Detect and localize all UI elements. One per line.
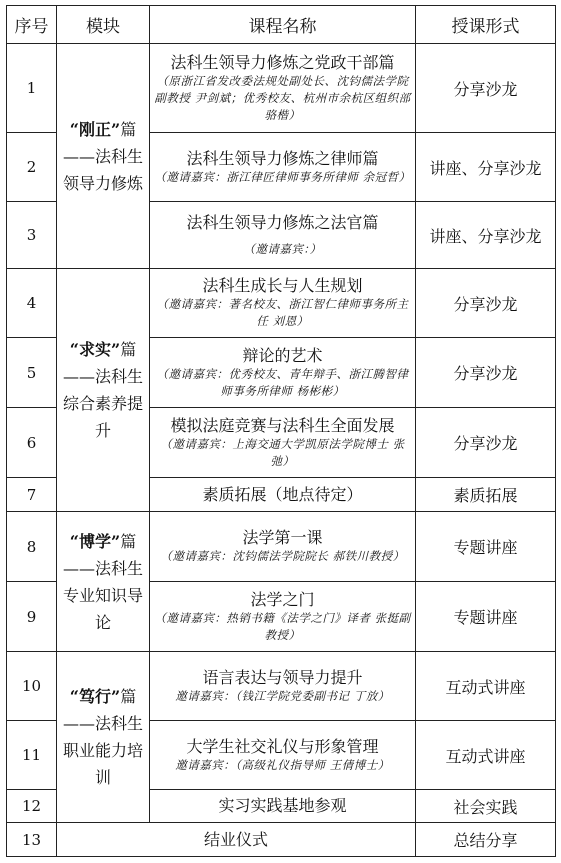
course-cell	[150, 338, 416, 408]
module-desc: ——法科生职业能力培训	[62, 714, 143, 787]
course-format: 互动式讲座	[416, 721, 556, 790]
row-number: 2	[7, 133, 57, 202]
course-guest: 邀请嘉宾：（钱江学院党委副书记 丁放）	[175, 688, 390, 703]
header-row	[7, 6, 556, 44]
table-row	[7, 823, 556, 857]
header-module: 模块	[57, 6, 150, 44]
course-format: 讲座、分享沙龙	[416, 133, 556, 202]
header-format: 授课形式	[416, 6, 556, 44]
course-guest: 邀请嘉宾：（高级礼仪指导师 王倩博士）	[175, 757, 390, 772]
course-title: 模拟法庭竞赛与法科生全面发展	[170, 415, 395, 435]
course-cell	[150, 408, 416, 478]
course-title: 语言表达与领导力提升	[202, 667, 363, 687]
course-cell	[57, 823, 416, 857]
course-cell	[150, 721, 416, 790]
module-cell	[57, 512, 150, 652]
course-cell	[150, 133, 416, 202]
module-title: “刚正”	[69, 119, 121, 139]
course-format: 社会实践	[416, 790, 556, 823]
module-cell	[57, 269, 150, 512]
course-guest: （原浙江省发改委法规处副处长、沈钧儒法学院副教授 尹剑斌；优秀校友、杭州市余杭区组织部 骆楷）	[154, 73, 411, 122]
module-suffix: 篇	[120, 340, 137, 359]
course-format: 专题讲座	[416, 582, 556, 652]
course-format: 分享沙龙	[416, 338, 556, 408]
module-suffix: 篇	[120, 687, 137, 706]
course-format: 分享沙龙	[416, 269, 556, 338]
course-guest: （邀请嘉宾：上海交通大学凯原法学院博士 张弛）	[160, 436, 405, 468]
course-title: 大学生社交礼仪与形象管理	[186, 736, 379, 756]
module-desc: ——法科生领导力修炼	[62, 146, 143, 193]
module-cell	[57, 652, 150, 823]
row-number: 4	[7, 269, 57, 338]
course-title: 法科生领导力修炼之党政干部篇	[170, 52, 395, 72]
course-format: 专题讲座	[416, 512, 556, 582]
module-suffix: 篇	[120, 531, 137, 551]
course-format: 总结分享	[416, 823, 556, 857]
course-guest: （邀请嘉宾：）	[243, 241, 322, 256]
course-title: 实习实践基地参观	[218, 796, 347, 815]
header-number: 序号	[7, 6, 57, 44]
course-cell	[150, 790, 416, 823]
row-number: 3	[7, 202, 57, 269]
module-suffix: 篇	[120, 119, 137, 139]
course-cell	[150, 512, 416, 582]
row-number: 5	[7, 338, 57, 408]
course-title: 法科生领导力修炼之律师篇	[186, 148, 379, 168]
course-guest: （邀请嘉宾：浙江律匠律师事务所律师 余冠哲）	[154, 169, 411, 184]
course-title: 结业仪式	[203, 829, 268, 849]
module-title: “笃行”	[69, 687, 121, 706]
course-title: 法科生领导力修炼之法官篇	[186, 212, 379, 232]
table-row	[7, 652, 556, 721]
course-format: 分享沙龙	[416, 408, 556, 478]
course-title: 法学之门	[250, 589, 315, 609]
module-title: “求实”	[69, 340, 121, 359]
course-title: 法科生成长与人生规划	[202, 276, 363, 295]
course-cell	[150, 202, 416, 269]
course-table	[6, 5, 556, 857]
course-format: 互动式讲座	[416, 652, 556, 721]
module-title: “博学”	[69, 531, 121, 551]
course-title: 素质拓展（地点待定）	[202, 484, 363, 504]
row-number: 9	[7, 582, 57, 652]
course-format: 讲座、分享沙龙	[416, 202, 556, 269]
course-cell	[150, 44, 416, 133]
course-guest: （邀请嘉宾：著名校友、浙江智仁律师事务所主任 刘恩）	[156, 297, 409, 328]
course-cell	[150, 478, 416, 512]
module-desc: ——法科生专业知识导论	[62, 558, 143, 632]
row-number: 10	[7, 652, 57, 721]
row-number: 7	[7, 478, 57, 512]
course-guest: （邀请嘉宾：沈钧儒法学院院长 郝铁川教授）	[160, 549, 405, 563]
course-cell	[150, 269, 416, 338]
course-cell	[150, 652, 416, 721]
table-row	[7, 512, 556, 582]
row-number: 1	[7, 44, 57, 133]
row-number: 12	[7, 790, 57, 823]
table-row	[7, 269, 556, 338]
course-format: 素质拓展	[416, 478, 556, 512]
course-guest: （邀请嘉宾：优秀校友、青年辩手、浙江腾智律师事务所律师 杨彬彬）	[156, 366, 409, 398]
table-row	[7, 44, 556, 133]
module-desc: ——法科生综合素养提升	[62, 367, 143, 440]
course-format: 分享沙龙	[416, 44, 556, 133]
course-title: 辩论的艺术	[242, 345, 323, 365]
course-title: 法学第一课	[242, 528, 323, 547]
row-number: 11	[7, 721, 57, 790]
row-number: 6	[7, 408, 57, 478]
course-guest: （邀请嘉宾：热销书籍《法学之门》译者 张挺副教授）	[154, 610, 411, 642]
row-number: 8	[7, 512, 57, 582]
course-cell	[150, 582, 416, 652]
module-cell	[57, 44, 150, 269]
header-course-name: 课程名称	[150, 6, 416, 44]
row-number: 13	[7, 823, 57, 857]
